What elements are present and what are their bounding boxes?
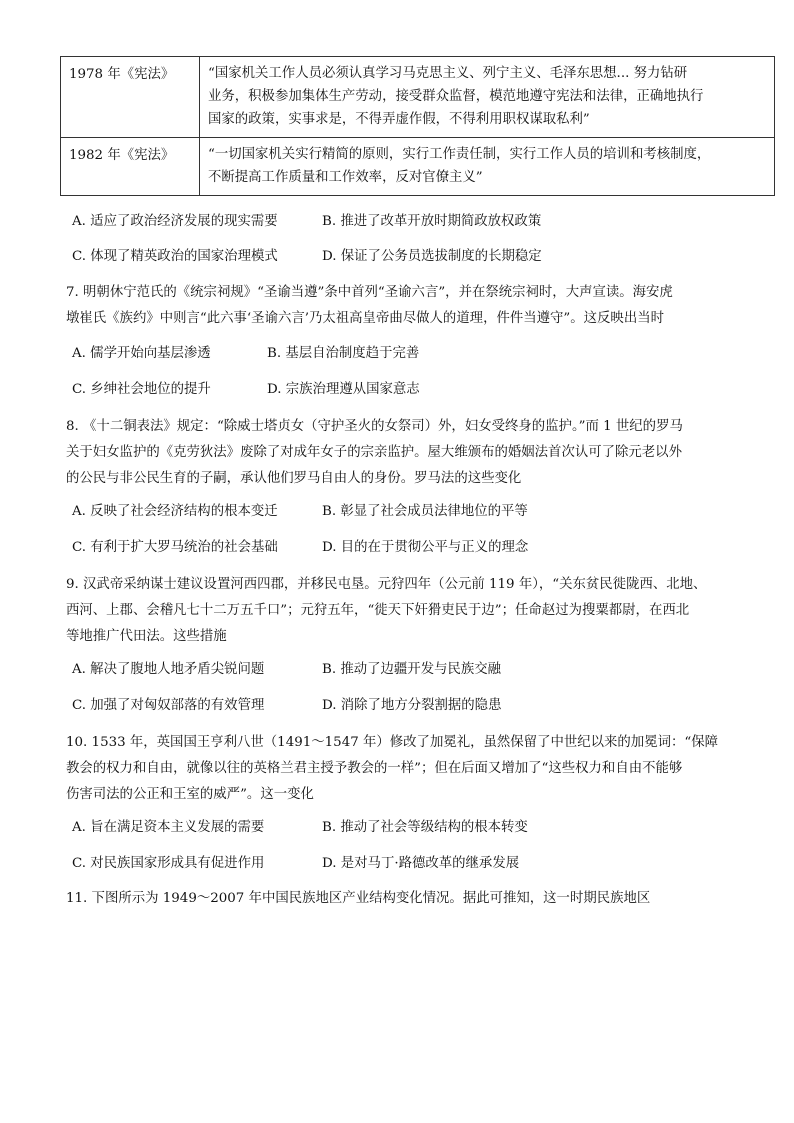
question-7-line: 7. 明朝休宁范氏的《统宗祠规》“圣谕当遵”条中首列“圣谕六言”，并在祭统宗祠时，大声宣读。海安虎 — [66, 285, 673, 300]
option-d: D. 宗族治理遵从国家意志 — [267, 382, 420, 397]
option-c: C. 对民族国家形成具有促进作用 — [72, 856, 265, 871]
option-b: B. 彰显了社会成员法律地位的平等 — [322, 504, 528, 519]
question-10-line: 教会的权力和自由，就像以往的英格兰君主授予教会的一样”；但在后面又增加了“这些权力和自由不能够 — [66, 761, 683, 776]
question-8-line: 8. 《十二铜表法》规定：“除威士塔贞女（守护圣火的女祭司）外，妇女受终身的监护。”而 1 世纪的罗马 — [66, 419, 683, 434]
table-cell-label — [61, 138, 200, 196]
question-9-line: 等地推广代田法。这些措施 — [66, 629, 227, 644]
option-b: B. 推动了社会等级结构的根本转变 — [322, 820, 528, 835]
row-label: 1978 年《宪法》 — [69, 67, 175, 82]
question-8-line: 关于妇女监护的《克劳狄法》废除了对成年女子的宗亲监护。屋大维颁布的婚姻法首次认可了除元老以外 — [66, 445, 682, 460]
quote-line: 不断提高工作质量和工作效率，反对官僚主义” — [208, 170, 483, 185]
quote-line: “一切国家机关实行精简的原则，实行工作责任制，实行工作人员的培训和考核制度， — [208, 147, 711, 162]
option-c: C. 乡绅社会地位的提升 — [72, 382, 211, 397]
table-cell-label — [61, 57, 200, 138]
option-d: D. 保证了公务员选拔制度的长期稳定 — [322, 249, 542, 264]
question-9-line: 9. 汉武帝采纳谋士建议设置河西四郡，并移民屯垦。元狩四年（公元前 119 年），“关东贫民徙陇西、北地、 — [66, 577, 707, 592]
option-a: A. 适应了政治经济发展的现实需要 — [72, 214, 278, 229]
option-a: A. 旨在满足资本主义发展的需要 — [72, 820, 265, 835]
option-b: B. 推动了边疆开发与民族交融 — [322, 662, 502, 677]
option-d: D. 目的在于贯彻公平与正义的理念 — [322, 540, 529, 555]
question-9-line: 西河、上郡、会稽凡七十二万五千口”；元狩五年，“徙天下奸猾吏民于边”；任命赵过为搜粟都尉，在西北 — [66, 603, 690, 618]
table-cell-quote — [200, 138, 775, 196]
question-10-line: 伤害司法的公正和王室的威严”。这一变化 — [66, 787, 314, 802]
option-c: C. 有利于扩大罗马统治的社会基础 — [72, 540, 278, 555]
option-c: C. 加强了对匈奴部落的有效管理 — [72, 698, 265, 713]
option-d: D. 是对马丁·路德改革的继承发展 — [322, 856, 520, 871]
option-a: A. 反映了社会经济结构的根本变迁 — [72, 504, 278, 519]
quote-line: “国家机关工作人员必须认真学习马克思主义、列宁主义、毛泽东思想... 努力钻研 — [208, 66, 688, 81]
option-d: D. 消除了地方分裂割据的隐患 — [322, 698, 502, 713]
row-label: 1982 年《宪法》 — [69, 148, 175, 163]
question-8-line: 的公民与非公民生育的子嗣，承认他们罗马自由人的身份。罗马法的这些变化 — [66, 471, 522, 486]
quote-line: 国家的政策，实事求是，不得弄虚作假，不得利用职权谋取私利” — [208, 112, 590, 127]
constitution-table — [60, 56, 775, 196]
option-b: B. 基层自治制度趋于完善 — [267, 346, 420, 361]
option-a: A. 儒学开始向基层渗透 — [72, 346, 211, 361]
quote-line: 业务，积极参加集体生产劳动，接受群众监督，模范地遵守宪法和法律，正确地执行 — [208, 89, 704, 104]
question-7-line: 墩崔氏《族约》中则言“此六事‘圣谕六言’乃太祖高皇帝曲尽做人的道理，件件当遵守”。这反映出当时 — [66, 311, 664, 326]
table-cell-quote — [200, 57, 775, 138]
question-11-line: 11. 下图所示为 1949～2007 年中国民族地区产业结构变化情况。据此可推知，这一时期民族地区 — [66, 891, 651, 906]
option-b: B. 推进了改革开放时期简政放权政策 — [322, 214, 542, 229]
option-c: C. 体现了精英政治的国家治理模式 — [72, 249, 278, 264]
table-row — [61, 138, 775, 196]
option-a: A. 解决了腹地人地矛盾尖锐问题 — [72, 662, 265, 677]
question-10-line: 10. 1533 年，英国国王亨利八世（1491～1547 年）修改了加冕礼，虽然保留了中世纪以来的加冕词：“保障 — [66, 735, 718, 750]
table-row — [61, 57, 775, 138]
